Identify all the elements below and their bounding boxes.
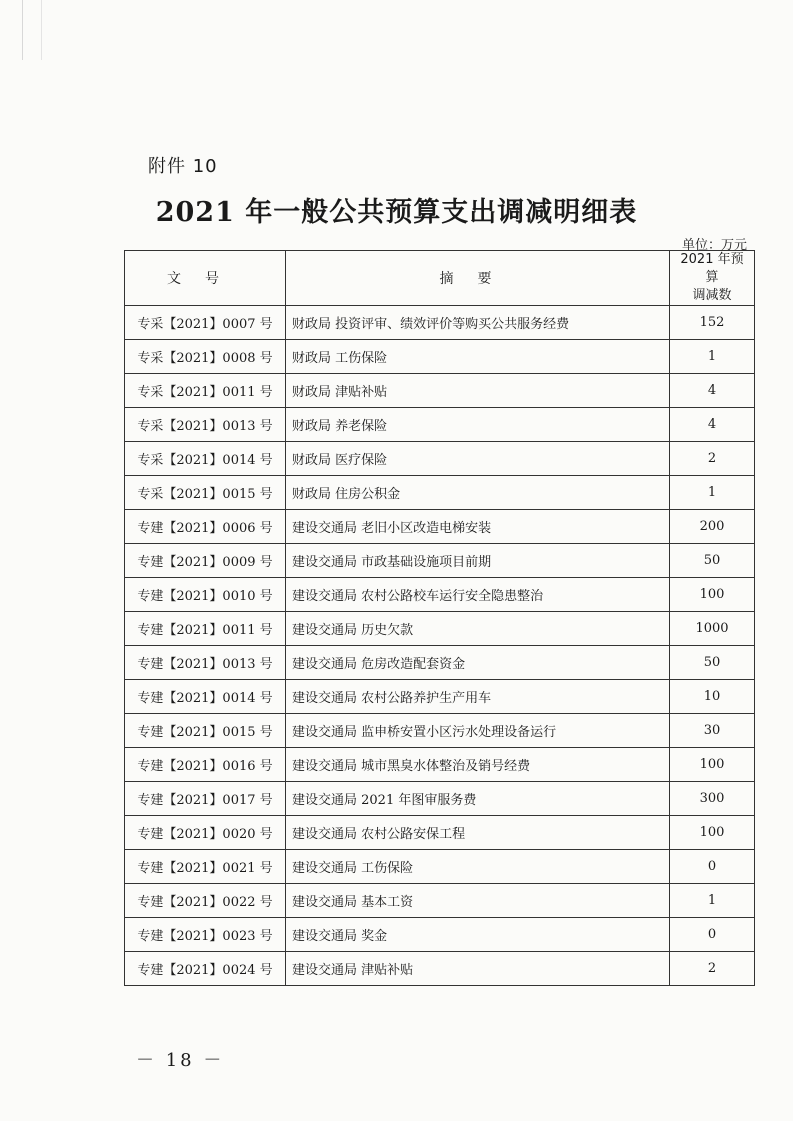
attachment-label: 附件 10 — [148, 156, 218, 177]
cell-doc-no: 专建【2021】0022 号 — [125, 884, 286, 918]
cell-doc-no: 专建【2021】0014 号 — [125, 680, 286, 714]
cell-summary: 建设交通局 农村公路安保工程 — [286, 816, 670, 850]
table-row — [125, 918, 755, 952]
table-row — [125, 306, 755, 340]
cell-summary: 建设交通局 危房改造配套资金 — [286, 646, 670, 680]
table-row — [125, 816, 755, 850]
cell-doc-no: 专建【2021】0024 号 — [125, 952, 286, 986]
cell-amount: 152 — [670, 306, 755, 340]
cell-doc-no: 专建【2021】0010 号 — [125, 578, 286, 612]
page-number: － 18 － — [136, 1050, 225, 1071]
table-body — [125, 306, 755, 986]
cell-amount: 4 — [670, 408, 755, 442]
header-doc-no: 文号 — [125, 251, 286, 306]
table-row — [125, 884, 755, 918]
table-row — [125, 646, 755, 680]
cell-doc-no: 专建【2021】0020 号 — [125, 816, 286, 850]
cell-doc-no: 专建【2021】0023 号 — [125, 918, 286, 952]
cell-summary: 财政局 医疗保险 — [286, 442, 670, 476]
cell-summary: 建设交通局 奖金 — [286, 918, 670, 952]
cell-doc-no: 专建【2021】0009 号 — [125, 544, 286, 578]
cell-amount: 300 — [670, 782, 755, 816]
cell-summary: 建设交通局 监申桥安置小区污水处理设备运行 — [286, 714, 670, 748]
cell-doc-no: 专采【2021】0011 号 — [125, 374, 286, 408]
cell-amount: 50 — [670, 646, 755, 680]
cell-amount: 100 — [670, 816, 755, 850]
cell-amount: 4 — [670, 374, 755, 408]
cell-summary: 建设交通局 津贴补贴 — [286, 952, 670, 986]
cell-summary: 建设交通局 工伤保险 — [286, 850, 670, 884]
cell-summary: 建设交通局 城市黑臭水体整治及销号经费 — [286, 748, 670, 782]
table-row — [125, 782, 755, 816]
cell-doc-no: 专采【2021】0008 号 — [125, 340, 286, 374]
table-row — [125, 578, 755, 612]
cell-doc-no: 专采【2021】0013 号 — [125, 408, 286, 442]
header-summary: 摘要 — [286, 251, 670, 306]
header-amount — [670, 251, 755, 306]
table-row — [125, 714, 755, 748]
cell-doc-no: 专建【2021】0015 号 — [125, 714, 286, 748]
table-row — [125, 476, 755, 510]
cell-doc-no: 专建【2021】0016 号 — [125, 748, 286, 782]
cell-summary: 建设交通局 历史欠款 — [286, 612, 670, 646]
cell-amount: 10 — [670, 680, 755, 714]
cell-doc-no: 专采【2021】0015 号 — [125, 476, 286, 510]
table-row — [125, 340, 755, 374]
unit-label: 单位：万元 — [681, 238, 747, 253]
cell-summary: 财政局 住房公积金 — [286, 476, 670, 510]
cell-doc-no: 专建【2021】0021 号 — [125, 850, 286, 884]
page-title: 2021 年一般公共预算支出调减明细表 — [155, 197, 638, 228]
cell-amount: 200 — [670, 510, 755, 544]
cell-summary: 建设交通局 市政基础设施项目前期 — [286, 544, 670, 578]
cell-summary: 财政局 工伤保险 — [286, 340, 670, 374]
budget-reduction-table — [124, 250, 755, 986]
table-row — [125, 374, 755, 408]
cell-doc-no: 专建【2021】0011 号 — [125, 612, 286, 646]
table-row — [125, 442, 755, 476]
cell-doc-no: 专建【2021】0006 号 — [125, 510, 286, 544]
cell-amount: 1 — [670, 884, 755, 918]
cell-amount: 30 — [670, 714, 755, 748]
cell-doc-no: 专建【2021】0017 号 — [125, 782, 286, 816]
cell-amount: 0 — [670, 918, 755, 952]
cell-amount: 0 — [670, 850, 755, 884]
cell-summary: 建设交通局 2021 年图审服务费 — [286, 782, 670, 816]
table-row — [125, 850, 755, 884]
cell-amount: 2 — [670, 952, 755, 986]
cell-amount: 1000 — [670, 612, 755, 646]
cell-amount: 100 — [670, 748, 755, 782]
cell-doc-no: 专采【2021】0007 号 — [125, 306, 286, 340]
scan-margin-marks — [22, 0, 42, 60]
table-row — [125, 748, 755, 782]
table-row — [125, 952, 755, 986]
cell-amount: 1 — [670, 340, 755, 374]
cell-summary: 建设交通局 农村公路养护生产用车 — [286, 680, 670, 714]
cell-summary: 财政局 投资评审、绩效评价等购买公共服务经费 — [286, 306, 670, 340]
table-row — [125, 680, 755, 714]
cell-summary: 财政局 津贴补贴 — [286, 374, 670, 408]
cell-amount: 50 — [670, 544, 755, 578]
header-amount-line1: 2021 年预算 — [680, 252, 744, 285]
table-row — [125, 544, 755, 578]
cell-amount: 2 — [670, 442, 755, 476]
cell-summary: 财政局 养老保险 — [286, 408, 670, 442]
cell-amount: 100 — [670, 578, 755, 612]
table-header-row — [125, 251, 755, 306]
table-row — [125, 408, 755, 442]
cell-doc-no: 专建【2021】0013 号 — [125, 646, 286, 680]
cell-summary: 建设交通局 农村公路校车运行安全隐患整治 — [286, 578, 670, 612]
table-row — [125, 510, 755, 544]
cell-summary: 建设交通局 老旧小区改造电梯安装 — [286, 510, 670, 544]
cell-doc-no: 专采【2021】0014 号 — [125, 442, 286, 476]
cell-summary: 建设交通局 基本工资 — [286, 884, 670, 918]
cell-amount: 1 — [670, 476, 755, 510]
table-row — [125, 612, 755, 646]
header-amount-line2: 调减数 — [692, 288, 732, 303]
